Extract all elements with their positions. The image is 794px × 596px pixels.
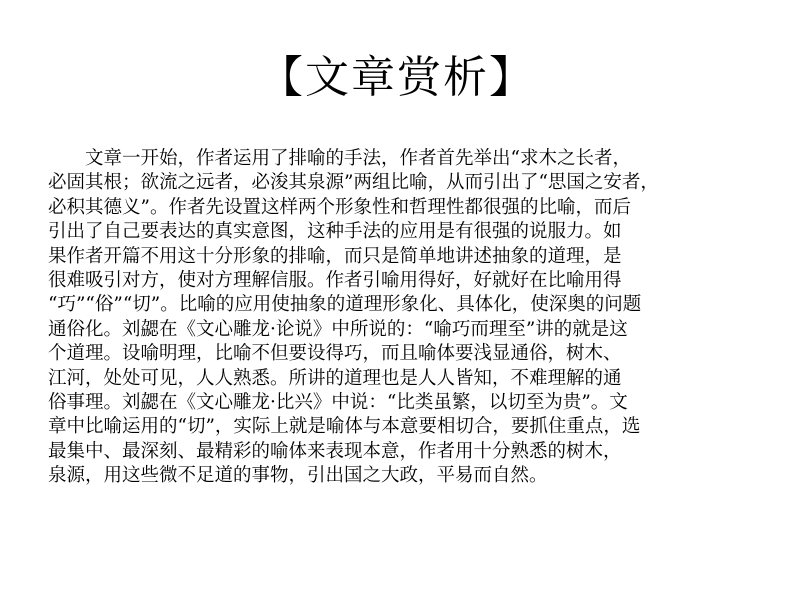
paragraph-line: 引出了自己要表达的真实意图，这种手法的应用是有很强的说服力。如 bbox=[48, 221, 622, 243]
paragraph-line: 通俗化。刘勰在《文心雕龙·论说》中所说的：“喻巧而理至”讲的就是这 bbox=[48, 318, 628, 340]
paragraph-line: 很难吸引对方，使对方理解信服。作者引喻用得好，好就好在比喻用得 bbox=[48, 269, 622, 291]
paragraph-line: 必固其根；欲流之远者，必浚其泉源”两组比喻，从而引出了“思国之安者， bbox=[48, 172, 659, 194]
article-analysis-paragraph bbox=[48, 147, 760, 488]
paragraph-line: 果作者开篇不用这十分形象的排喻，而只是简单地讲述抽象的道理，是 bbox=[48, 245, 622, 267]
paragraph-line: 必积其德义”。作者先设置这样两个形象性和哲理性都很强的比喻，而后 bbox=[48, 196, 631, 218]
paragraph-line: 俗事理。刘勰在《文心雕龙·比兴》中说：“比类虽繁，以切至为贵”。文 bbox=[48, 391, 628, 413]
paragraph-line: “巧”“俗”“切”。比喻的应用使抽象的道理形象化、具体化，使深奥的问题 bbox=[48, 294, 642, 316]
paragraph-line: 泉源，用这些微不足道的事物，引出国之大政，平易而自然。 bbox=[48, 465, 548, 487]
paragraph-line: 文章一开始，作者运用了排喻的手法，作者首先举出“求木之长者， bbox=[85, 148, 631, 169]
paragraph-line: 最集中、最深刻、最精彩的喻体来表现本意，作者用十分熟悉的树木， bbox=[48, 440, 622, 462]
paragraph-line: 个道理。设喻明理，比喻不但要设得巧，而且喻体要浅显通俗，树木、 bbox=[48, 343, 622, 365]
paragraph-line: 江河，处处可见，人人熟悉。所讲的道理也是人人皆知，不难理解的通 bbox=[48, 367, 622, 389]
paragraph-line: 章中比喻运用的“切”，实际上就是喻体与本意要相切合，要抓住重点，选 bbox=[48, 416, 641, 438]
page-title: 【文章赏析】 bbox=[259, 52, 535, 103]
